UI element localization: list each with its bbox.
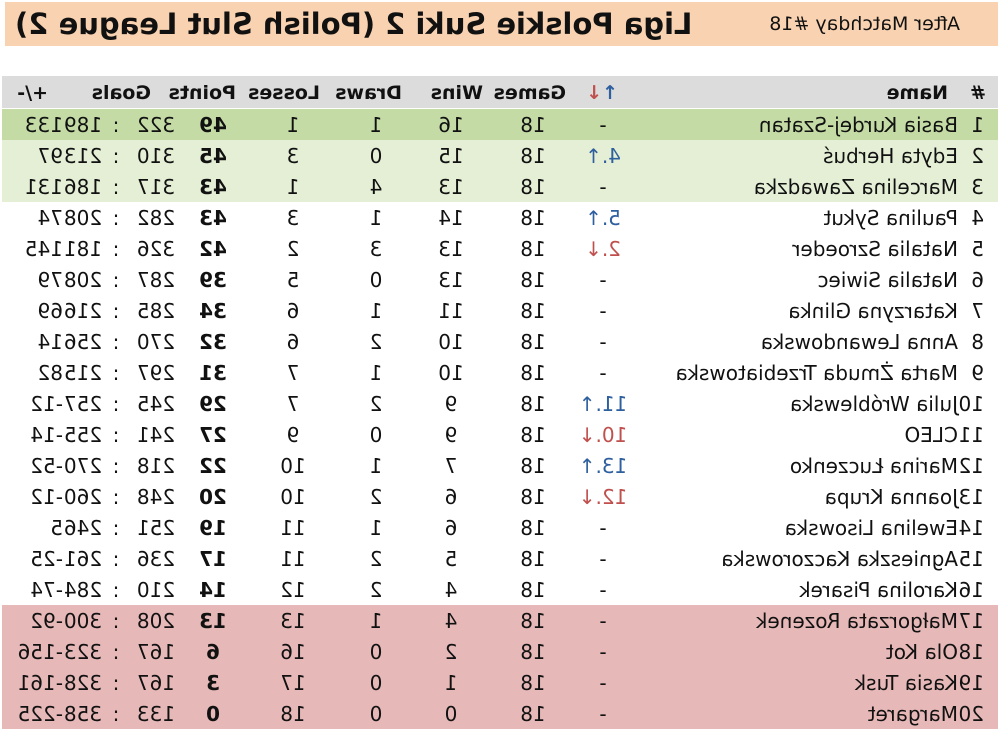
trend-cell: - (599, 609, 607, 633)
goals-separator: : (112, 113, 120, 137)
points-cell: 31 (199, 361, 227, 385)
table-row (2, 698, 998, 729)
goals-against-cell: 246 (63, 516, 103, 540)
goals-against-cell: 328 (63, 671, 103, 695)
wins-cell: 9 (444, 423, 458, 447)
goal-diff-cell: -92 (30, 609, 63, 633)
draws-cell: 0 (369, 640, 383, 664)
rank-cell: 14 (958, 516, 984, 540)
points-cell: 20 (199, 485, 227, 509)
losses-cell: 3 (286, 206, 300, 230)
goals-for-cell: 248 (136, 485, 176, 509)
trend-cell: - (599, 299, 607, 323)
points-cell: 34 (199, 299, 227, 323)
goal-diff-cell: -52 (30, 454, 63, 478)
col-name-header: Name (886, 82, 948, 104)
games-cell: 18 (520, 268, 546, 292)
games-cell: 18 (520, 702, 546, 726)
points-cell: 49 (199, 113, 227, 137)
table-row (2, 109, 998, 140)
losses-cell: 2 (286, 237, 300, 261)
rank-cell: 8 (971, 330, 984, 354)
goals-for-cell: 270 (136, 330, 176, 354)
table-row (2, 450, 998, 481)
trend-value: 2. (601, 237, 621, 261)
draws-cell: 1 (369, 454, 383, 478)
losses-cell: 6 (286, 299, 300, 323)
goals-for-cell: 245 (136, 392, 176, 416)
games-cell: 18 (520, 206, 546, 230)
goals-separator: : (112, 268, 120, 292)
losses-cell: 7 (286, 361, 300, 385)
trend-cell (579, 392, 628, 416)
name-cell: Karolina Pisarek (799, 578, 958, 602)
goal-diff-cell: 82 (37, 361, 63, 385)
draws-cell: 2 (369, 330, 383, 354)
games-cell: 18 (520, 485, 546, 509)
name-cell: Edyta Herbuś (823, 144, 958, 168)
goals-separator: : (112, 454, 120, 478)
name-cell: Kasia Tusk (854, 671, 958, 695)
trend-cell (585, 144, 621, 168)
points-cell: 13 (199, 609, 227, 633)
draws-cell: 2 (369, 392, 383, 416)
trend-cell: - (599, 671, 607, 695)
goals-separator: : (112, 423, 120, 447)
name-cell: Marta Żmuda Trzebiatowska (675, 361, 958, 385)
games-cell: 18 (520, 361, 546, 385)
goals-separator: : (112, 516, 120, 540)
goals-for-cell: 287 (136, 268, 176, 292)
wins-cell: 4 (444, 609, 458, 633)
games-cell: 18 (520, 547, 546, 571)
goals-against-cell: 300 (63, 609, 103, 633)
losses-cell: 11 (280, 516, 306, 540)
col-trend-header (586, 82, 618, 104)
games-cell: 18 (520, 640, 546, 664)
name-cell: Katarzyna Glinka (788, 299, 958, 323)
trend-cell (579, 454, 628, 478)
goal-diff-cell: -12 (30, 485, 63, 509)
rank-cell: 7 (971, 299, 984, 323)
table-header (2, 76, 998, 108)
goals-for-cell: 167 (136, 640, 176, 664)
rank-cell: 3 (971, 175, 984, 199)
rank-cell: 17 (958, 609, 984, 633)
rank-cell: 4 (971, 206, 984, 230)
games-cell: 18 (520, 578, 546, 602)
draws-cell: 0 (369, 423, 383, 447)
rank-cell: 18 (958, 640, 984, 664)
goals-for-cell: 310 (136, 144, 176, 168)
draws-cell: 1 (369, 516, 383, 540)
wins-cell: 0 (444, 702, 458, 726)
games-cell: 18 (520, 516, 546, 540)
trend-value: 11. (595, 392, 628, 416)
games-cell: 18 (520, 454, 546, 478)
table-row (2, 605, 998, 636)
goals-against-cell: 208 (63, 268, 103, 292)
trend-cell (585, 237, 621, 261)
wins-cell: 13 (438, 268, 464, 292)
name-cell: Julia Wróblewska (789, 392, 958, 416)
losses-cell: 13 (280, 609, 306, 633)
wins-cell: 10 (438, 361, 464, 385)
wins-cell: 16 (438, 113, 464, 137)
goals-against-cell: 213 (63, 144, 103, 168)
rank-cell: 5 (971, 237, 984, 261)
arrow-down-icon: ↓ (585, 237, 602, 261)
trend-value: 10. (595, 423, 628, 447)
rank-cell: 12 (958, 454, 984, 478)
goals-separator: : (112, 547, 120, 571)
points-cell: 42 (199, 237, 227, 261)
table-row (2, 140, 998, 171)
goals-for-cell: 208 (136, 609, 176, 633)
points-cell: 3 (206, 671, 220, 695)
goals-against-cell: 358 (63, 702, 103, 726)
goals-against-cell: 270 (63, 454, 103, 478)
name-cell: Joanna Krupa (824, 485, 958, 509)
games-cell: 18 (520, 113, 546, 137)
goals-for-cell: 241 (136, 423, 176, 447)
trend-cell: - (599, 516, 607, 540)
table-row (2, 388, 998, 419)
table-row (2, 171, 998, 202)
table-row (2, 357, 998, 388)
name-cell: Natalia Siwiec (817, 268, 958, 292)
name-cell: Małgorzata Rozenek (755, 609, 958, 633)
draws-cell: 1 (369, 361, 383, 385)
wins-cell: 13 (438, 175, 464, 199)
matchday-label: After Matchday #18 (769, 13, 960, 35)
draws-cell: 3 (369, 237, 383, 261)
col-wins-header: Wins (430, 82, 483, 104)
wins-cell: 13 (438, 237, 464, 261)
goals-for-cell: 218 (136, 454, 176, 478)
goal-diff-cell: -14 (30, 423, 63, 447)
games-cell: 18 (520, 144, 546, 168)
points-cell: 14 (199, 578, 227, 602)
games-cell: 18 (520, 299, 546, 323)
wins-cell: 11 (438, 299, 464, 323)
losses-cell: 11 (280, 547, 306, 571)
goal-diff-cell: 97 (37, 144, 63, 168)
arrow-down-icon: ↓ (586, 82, 603, 104)
goal-diff-cell: -225 (17, 702, 63, 726)
points-cell: 29 (199, 392, 227, 416)
goal-diff-cell: 5 (50, 516, 63, 540)
goal-diff-cell: -161 (17, 671, 63, 695)
draws-cell: 4 (369, 175, 383, 199)
goals-for-cell: 133 (136, 702, 176, 726)
draws-cell: 0 (369, 268, 383, 292)
trend-cell: - (599, 547, 607, 571)
arrow-up-icon: ↑ (578, 454, 596, 478)
rank-cell: 2 (971, 144, 984, 168)
table-title-bar (5, 2, 998, 46)
rank-cell: 13 (958, 485, 984, 509)
col-points-header: Points (168, 82, 236, 104)
trend-cell (585, 206, 621, 230)
arrow-up-icon: ↑ (585, 206, 602, 230)
goals-against-cell: 284 (63, 578, 103, 602)
col-games-header: Games (493, 82, 566, 104)
goals-against-cell: 323 (63, 640, 103, 664)
name-cell: CLEO (904, 423, 958, 447)
points-cell: 32 (199, 330, 227, 354)
goals-against-cell: 260 (63, 485, 103, 509)
goals-separator: : (112, 330, 120, 354)
goals-separator: : (112, 392, 120, 416)
rank-cell: 20 (958, 702, 984, 726)
points-cell: 39 (199, 268, 227, 292)
trend-value: 5. (601, 206, 621, 230)
goals-separator: : (112, 640, 120, 664)
name-cell: Marina Łuczenko (789, 454, 958, 478)
table-row (2, 264, 998, 295)
goal-diff-cell: -74 (30, 578, 63, 602)
goals-separator: : (112, 485, 120, 509)
col-goals-header: Goals (91, 82, 151, 104)
name-cell: Ola Kot (885, 640, 958, 664)
trend-cell: - (599, 702, 607, 726)
name-cell: Margaret (867, 702, 958, 726)
losses-cell: 16 (280, 640, 306, 664)
losses-cell: 1 (286, 175, 300, 199)
goal-diff-cell: 133 (24, 113, 63, 137)
draws-cell: 1 (369, 113, 383, 137)
draws-cell: 0 (369, 702, 383, 726)
rank-cell: 11 (958, 423, 984, 447)
table-row (2, 419, 998, 450)
goals-for-cell: 282 (136, 206, 176, 230)
losses-cell: 17 (280, 671, 306, 695)
trend-value: 12. (595, 485, 628, 509)
points-cell: 43 (199, 206, 227, 230)
goal-diff-cell: -12 (30, 392, 63, 416)
goals-against-cell: 181 (63, 237, 103, 261)
goals-against-cell: 255 (63, 423, 103, 447)
table-row (2, 512, 998, 543)
losses-cell: 12 (280, 578, 306, 602)
league-title: Liga Polskie Suki 2 (Polish Slut League 2) (15, 7, 693, 41)
trend-cell: - (599, 361, 607, 385)
draws-cell: 2 (369, 547, 383, 571)
name-cell: Basia Kurdej-Szatan (758, 113, 958, 137)
points-cell: 27 (199, 423, 227, 447)
goals-separator: : (112, 175, 120, 199)
name-cell: Paulina Sykut (823, 206, 958, 230)
goals-separator: : (112, 237, 120, 261)
goals-against-cell: 186 (63, 175, 103, 199)
name-cell: Ewelina Lisowska (784, 516, 958, 540)
points-cell: 0 (206, 702, 220, 726)
losses-cell: 6 (286, 330, 300, 354)
name-cell: Agnieszka Kaczorowska (721, 547, 958, 571)
wins-cell: 6 (444, 516, 458, 540)
goals-separator: : (112, 299, 120, 323)
losses-cell: 18 (280, 702, 306, 726)
wins-cell: 1 (444, 671, 458, 695)
goals-for-cell: 210 (136, 578, 176, 602)
games-cell: 18 (520, 237, 546, 261)
goals-separator: : (112, 609, 120, 633)
trend-cell: - (599, 268, 607, 292)
goal-diff-cell: 145 (24, 237, 63, 261)
arrow-down-icon: ↓ (578, 485, 596, 509)
table-row (2, 574, 998, 605)
rank-cell: 16 (958, 578, 984, 602)
goal-diff-cell: 131 (24, 175, 63, 199)
col-rank-header: # (970, 82, 986, 104)
games-cell: 18 (520, 423, 546, 447)
goals-for-cell: 326 (136, 237, 176, 261)
rank-cell: 9 (971, 361, 984, 385)
wins-cell: 10 (438, 330, 464, 354)
losses-cell: 5 (286, 268, 300, 292)
table-row (2, 543, 998, 574)
goals-separator: : (112, 702, 120, 726)
name-cell: Marcelina Zawadzka (753, 175, 958, 199)
games-cell: 18 (520, 609, 546, 633)
goal-diff-cell: -25 (30, 547, 63, 571)
trend-cell: - (599, 113, 607, 137)
wins-cell: 15 (438, 144, 464, 168)
points-cell: 6 (206, 640, 220, 664)
wins-cell: 14 (438, 206, 464, 230)
trend-cell: - (599, 578, 607, 602)
points-cell: 43 (199, 175, 227, 199)
draws-cell: 1 (369, 609, 383, 633)
name-cell: Natalia Szroeder (792, 237, 958, 261)
trend-value: 4. (601, 144, 621, 168)
games-cell: 18 (520, 330, 546, 354)
goals-separator: : (112, 671, 120, 695)
goals-for-cell: 317 (136, 175, 176, 199)
name-cell: Anna Lewandowska (760, 330, 958, 354)
draws-cell: 1 (369, 299, 383, 323)
draws-cell: 0 (369, 671, 383, 695)
losses-cell: 10 (280, 485, 306, 509)
col-losses-header: Losses (248, 82, 320, 104)
goals-for-cell: 297 (136, 361, 176, 385)
goals-against-cell: 215 (63, 361, 103, 385)
wins-cell: 4 (444, 578, 458, 602)
points-cell: 22 (199, 454, 227, 478)
goals-against-cell: 216 (63, 299, 103, 323)
goals-for-cell: 251 (136, 516, 176, 540)
points-cell: 19 (199, 516, 227, 540)
points-cell: 45 (199, 144, 227, 168)
rank-cell: 10 (958, 392, 984, 416)
points-cell: 17 (199, 547, 227, 571)
wins-cell: 7 (444, 454, 458, 478)
draws-cell: 2 (369, 485, 383, 509)
goal-diff-cell: -156 (17, 640, 63, 664)
losses-cell: 3 (286, 144, 300, 168)
arrow-up-icon: ↑ (602, 82, 618, 104)
table-row (2, 481, 998, 512)
rank-cell: 19 (958, 671, 984, 695)
goals-against-cell: 256 (63, 330, 103, 354)
draws-cell: 2 (369, 578, 383, 602)
table-row (2, 202, 998, 233)
goals-separator: : (112, 144, 120, 168)
losses-cell: 1 (286, 113, 300, 137)
goals-against-cell: 208 (63, 206, 103, 230)
table-row (2, 233, 998, 264)
goals-separator: : (112, 578, 120, 602)
arrow-up-icon: ↑ (578, 392, 596, 416)
trend-cell: - (599, 175, 607, 199)
goals-for-cell: 322 (136, 113, 176, 137)
wins-cell: 2 (444, 640, 458, 664)
trend-cell (579, 423, 628, 447)
trend-cell (579, 485, 628, 509)
games-cell: 18 (520, 392, 546, 416)
col-draws-header: Draws (335, 82, 402, 104)
goals-for-cell: 285 (136, 299, 176, 323)
trend-value: 13. (595, 454, 628, 478)
wins-cell: 6 (444, 485, 458, 509)
rank-cell: 1 (971, 113, 984, 137)
draws-cell: 0 (369, 144, 383, 168)
goals-against-cell: 257 (63, 392, 103, 416)
goals-separator: : (112, 361, 120, 385)
goals-separator: : (112, 206, 120, 230)
wins-cell: 9 (444, 392, 458, 416)
losses-cell: 10 (280, 454, 306, 478)
draws-cell: 1 (369, 206, 383, 230)
goals-against-cell: 261 (63, 547, 103, 571)
goals-against-cell: 189 (63, 113, 103, 137)
trend-cell: - (599, 640, 607, 664)
arrow-down-icon: ↓ (578, 423, 596, 447)
goal-diff-cell: 69 (37, 299, 63, 323)
losses-cell: 7 (286, 392, 300, 416)
games-cell: 18 (520, 671, 546, 695)
wins-cell: 5 (444, 547, 458, 571)
table-row (2, 326, 998, 357)
goals-for-cell: 167 (136, 671, 176, 695)
table-row (2, 636, 998, 667)
table-row (2, 667, 998, 698)
rank-cell: 15 (958, 547, 984, 571)
goal-diff-cell: 14 (37, 330, 63, 354)
losses-cell: 9 (286, 423, 300, 447)
goal-diff-cell: 79 (37, 268, 63, 292)
games-cell: 18 (520, 175, 546, 199)
goals-for-cell: 236 (136, 547, 176, 571)
arrow-up-icon: ↑ (585, 144, 602, 168)
trend-cell: - (599, 330, 607, 354)
rank-cell: 6 (971, 268, 984, 292)
table-row (2, 295, 998, 326)
col-diff-header: +/- (17, 82, 48, 104)
goal-diff-cell: 74 (37, 206, 63, 230)
